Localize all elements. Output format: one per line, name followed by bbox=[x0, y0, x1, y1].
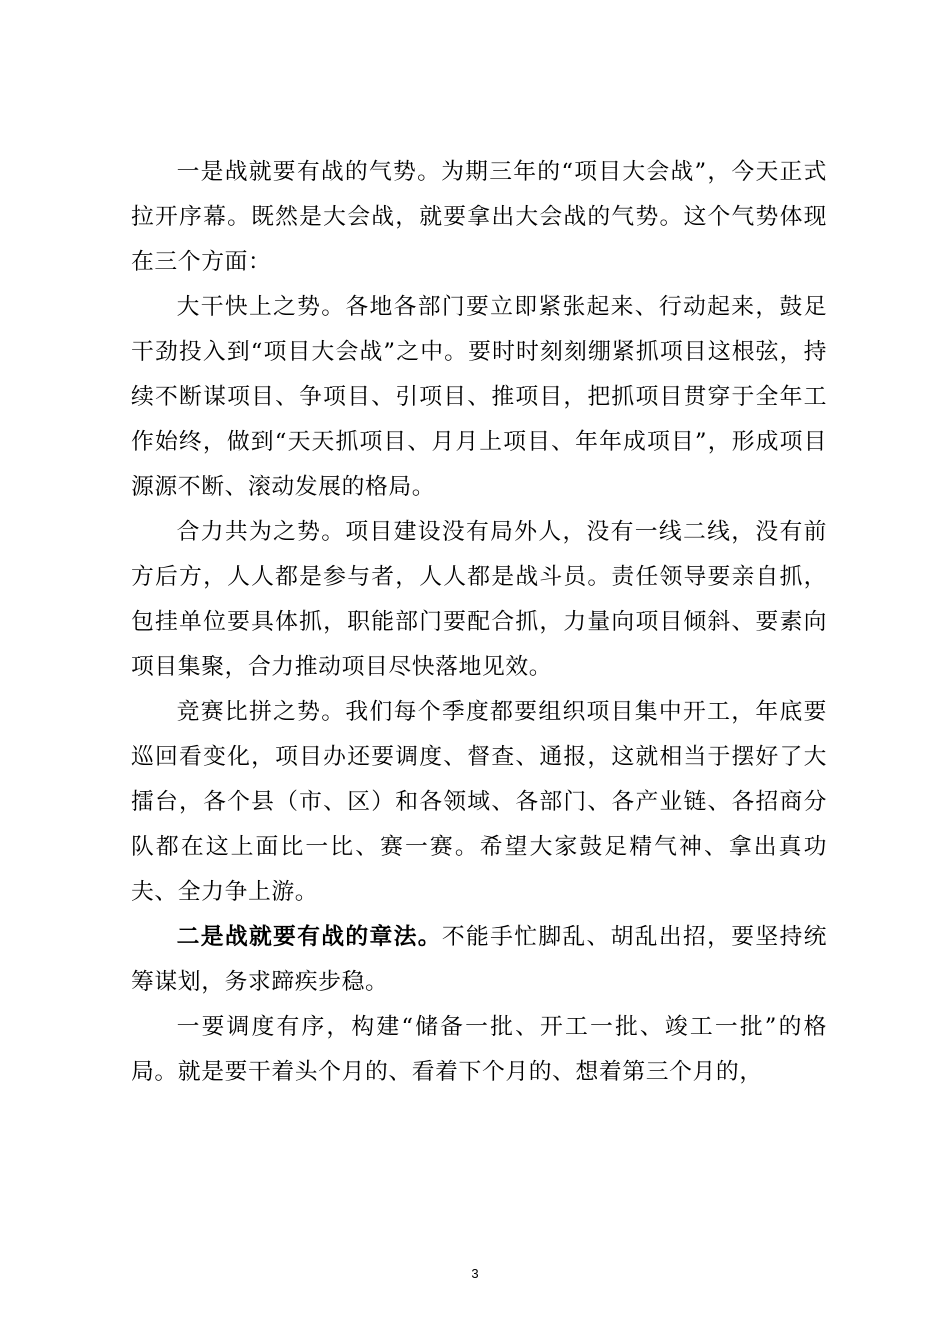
paragraph-rapid-momentum bbox=[131, 285, 827, 510]
page-number: 3 bbox=[471, 1266, 479, 1281]
document-body bbox=[131, 150, 827, 1095]
paragraph-momentum-intro bbox=[131, 150, 827, 285]
paragraph-text: 竞赛比拼之势。我们每个季度都要组织项目集中开工，年底要巡回看变化，项目办还要调度、督查、通报，这就相当于摆好了大擂台，各个县（市、区）和各领域、各部门、各产业链、各招商分队都在这上面比一比、赛一赛。希望大家鼓足精气神、拿出真功夫、全力争上游。 bbox=[131, 699, 827, 905]
paragraph-text: 不能手忙脚乱、胡乱出招，要坚持统筹谋划，务求蹄疾步稳。 bbox=[131, 924, 827, 995]
paragraph-joint-effort bbox=[131, 510, 827, 690]
paragraph-text: 大干快上之势。各地各部门要立即紧张起来、行动起来，鼓足干劲投入到“项目大会战”之中。要时时刻刻绷紧抓项目这根弦，持续不断谋项目、争项目、引项目、推项目，把抓项目贯穿于全年工作始终，做到“天天抓项目、月月上项目、年年成项目”，形成项目源源不断、滚动发展的格局。 bbox=[131, 294, 827, 500]
paragraph-competition bbox=[131, 690, 827, 915]
paragraph-text: 一要调度有序，构建“储备一批、开工一批、竣工一批”的格局。就是要干着头个月的、看着下个月的、想着第三个月的， bbox=[131, 1014, 827, 1085]
paragraph-methods-intro bbox=[131, 915, 827, 1005]
paragraph-text: 合力共为之势。项目建设没有局外人，没有一线二线，没有前方后方，人人都是参与者，人人都是战斗员。责任领导要亲自抓，包挂单位要具体抓，职能部门要配合抓，力量向项目倾斜、要素向项目集聚，合力推动项目尽快落地见效。 bbox=[131, 519, 827, 680]
paragraph-orderly-scheduling bbox=[131, 1005, 827, 1095]
paragraph-lead-bold: 二是战就要有战的章法。 bbox=[176, 924, 442, 950]
paragraph-text: 一是战就要有战的气势。为期三年的“项目大会战”，今天正式拉开序幕。既然是大会战，就要拿出大会战的气势。这个气势体现在三个方面： bbox=[131, 159, 827, 275]
